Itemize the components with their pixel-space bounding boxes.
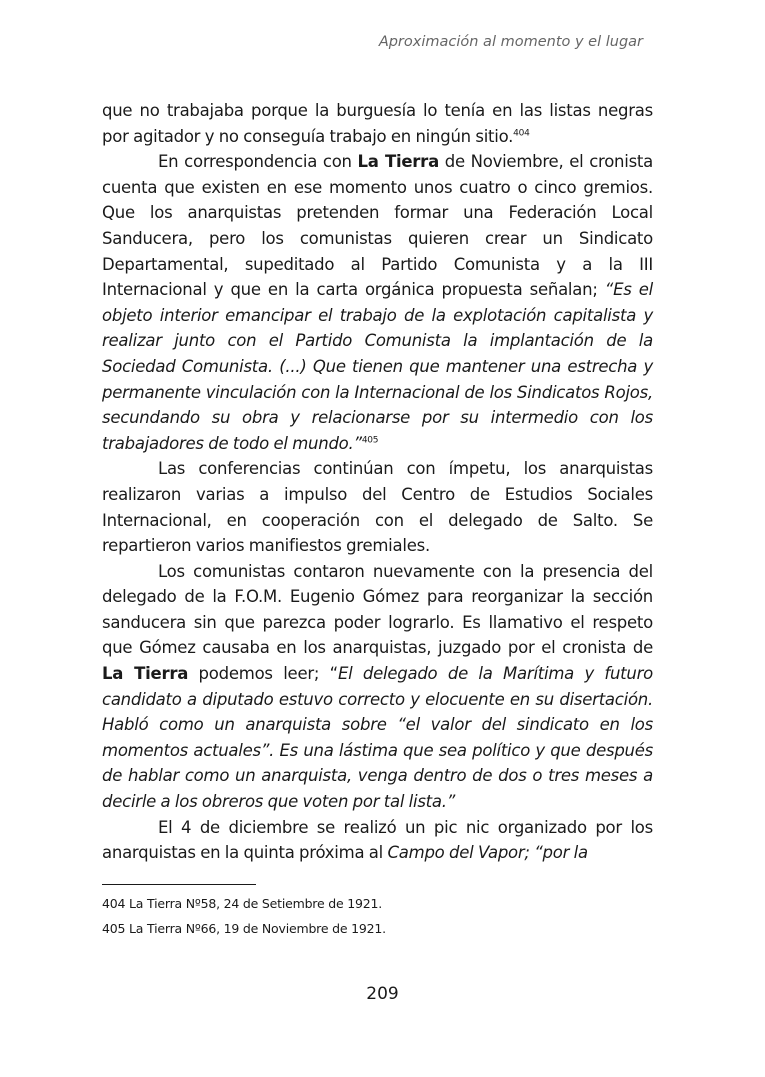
paragraph-4-text-a: Los comunistas contaron nuevamente con la presencia del delegado de la F.O.M. Eugenio Gómez para reorganizar la sección sanducera sin que parezca poder lograrlo. Es llamativo el respeto que Gómez causaba en los anarquistas, juzgado por el cronista de bbox=[102, 561, 653, 658]
paragraph-4 bbox=[102, 559, 653, 815]
footnote-404: 404 La Tierra Nº58, 24 de Setiembre de 1921. bbox=[102, 896, 383, 911]
footnote-ref-404: 404 bbox=[513, 128, 530, 139]
quotation: “Es el objeto interior emancipar el trabajo de la explotación capitalista y realizar junto con el Partido Comunista la implantación de la Sociedad Comunista. (...) Que tienen que mantener una estrecha y permanente vinculación con la Internacional de los Sindicatos Rojos, secundando su obra y relacionarse por su intermedio con los trabajadores de todo el mundo.” bbox=[102, 280, 653, 453]
footnote-rule bbox=[102, 884, 256, 885]
paragraph-5 bbox=[102, 815, 653, 866]
paragraph-3: Las conferencias continúan con ímpetu, los anarquistas realizaron varias a impulso del Centro de Estudios Sociales Internacional, en cooperación con el delegado de Salto. Se repartieron varios manifiestos gremiales. bbox=[102, 459, 653, 556]
footnote-405: 405 La Tierra Nº66, 19 de Noviembre de 1921. bbox=[102, 921, 386, 936]
footnote-ref-405: 405 bbox=[361, 435, 379, 446]
running-header: Aproximación al momento y el lugar bbox=[378, 34, 643, 50]
body-text bbox=[102, 98, 653, 866]
paragraph-2 bbox=[102, 149, 653, 456]
paragraph-4-text-c: podemos leer; “ bbox=[188, 664, 338, 684]
footnotes bbox=[102, 891, 653, 941]
paragraph-2-text-a: En correspondencia con bbox=[158, 152, 358, 172]
page-number: 209 bbox=[366, 984, 399, 1004]
paragraph-2-text-c: de Noviembre, el cronista cuenta que existen en ese momento unos cuatro o cinco gremios. Que los anarquistas pretenden formar una Federación Local Sanducera, pero los comunistas quieren crear un Sindicato Departamental, supeditado al Partido Comunista y a la III Internacional y que en la carta orgánica propuesta señalan; bbox=[102, 152, 654, 300]
quotation: El delegado de la Marítima y futuro candidato a diputado estuvo correcto y elocuente en su disertación. Habló como un anarquista sobre “el valor del sindicato en los momentos actuales”. Es una lástima que sea político y que después de hablar como un anarquista, venga dentro de dos o tres meses a decirle a los obreros que voten por tal lista.” bbox=[102, 664, 653, 812]
paragraph-1-text: que no trabajaba porque la burguesía lo tenía en las listas negras por agitador y no conseguía trabajo en ningún sitio. bbox=[102, 101, 653, 146]
newspaper-name: La Tierra bbox=[102, 664, 189, 684]
newspaper-name: La Tierra bbox=[357, 152, 439, 172]
paragraph-5-text-a: El 4 de diciembre se realizó un pic nic organizado por los anarquistas en la quinta próxima al bbox=[102, 817, 653, 863]
place-name: Campo del Vapor; “por la bbox=[387, 843, 588, 863]
paragraph-1 bbox=[102, 98, 653, 149]
